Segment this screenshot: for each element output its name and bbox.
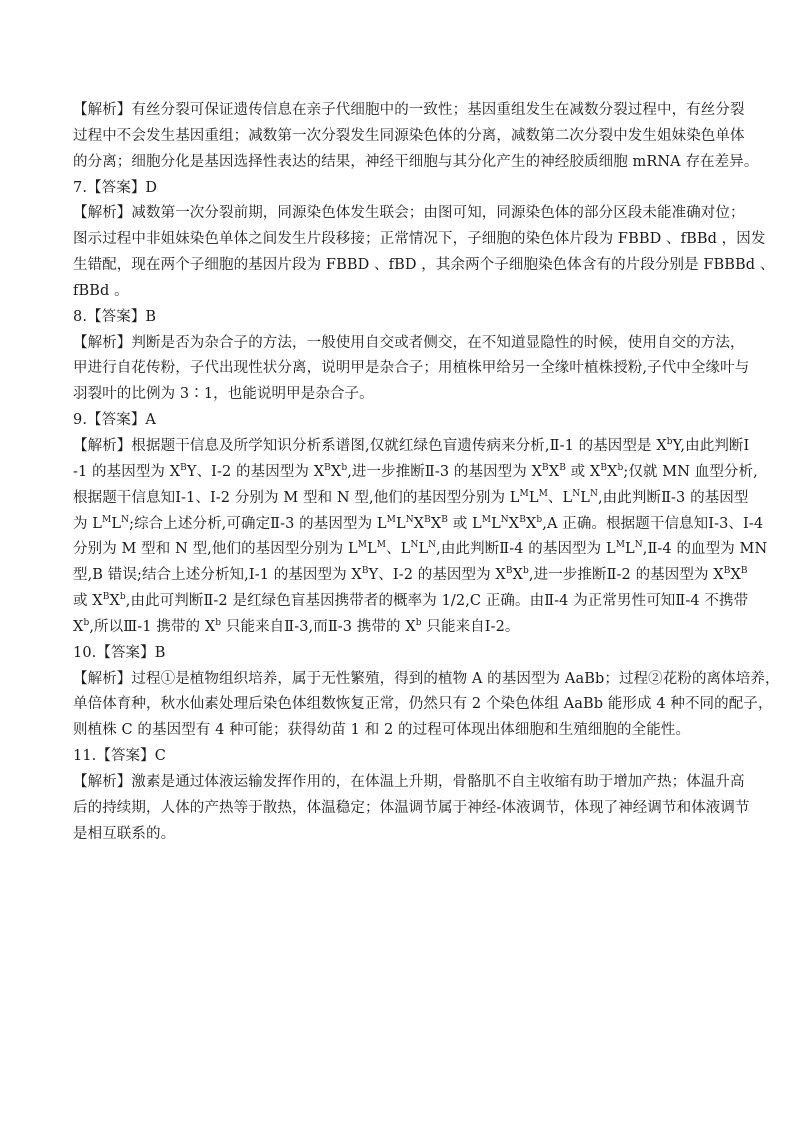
- superscript-text: B: [723, 566, 731, 577]
- text-segment: X: [525, 515, 537, 532]
- superscript-text: B: [424, 514, 431, 525]
- text-segment: L: [528, 489, 539, 506]
- superscript-text: b: [523, 566, 529, 577]
- text-segment: L: [580, 489, 590, 506]
- text-segment: 生错配，现在两个子细胞的基因片段为 FBBD 、fBD ，其余两个子细胞染色体含有的片段分别是 FBBBd 、: [73, 257, 775, 274]
- explanation-line: [73, 589, 749, 615]
- text-segment: 、L: [386, 541, 411, 558]
- text-segment: 只能来自Ⅱ-3,而Ⅱ-3 携带的 X: [221, 618, 416, 635]
- superscript-text: N: [405, 514, 414, 525]
- answer-heading: [73, 176, 721, 202]
- explanation-line: [73, 822, 721, 848]
- explanation-line: [73, 331, 745, 357]
- text-segment: 【解析】过程①是植物组织培养，属于无性繁殖，得到的植物 A 的基因型为 AaBb；过程②花粉的离体培养，: [73, 670, 780, 687]
- superscript-text: M: [519, 488, 529, 499]
- explanation-line: [73, 201, 745, 227]
- text-segment: 羽裂叶的比例为 3∶1，也能说明甲是杂合子。: [73, 386, 374, 403]
- explanation-line: [73, 253, 775, 279]
- explanation-line: [73, 770, 745, 796]
- text-segment: 的分离；细胞分化是基因选择性表达的结果，神经干细胞与其分化产生的神经胶质细胞 mRNA 存在差异。: [73, 153, 759, 170]
- text-segment: 或 X: [565, 463, 601, 480]
- superscript-text: M: [376, 540, 387, 551]
- superscript-text: N: [589, 488, 598, 499]
- superscript-text: b: [215, 617, 222, 628]
- text-segment: Y、Ⅰ-2 的基因型为 X: [368, 567, 506, 584]
- text-segment: 8.【答案】B: [73, 308, 157, 325]
- text-segment: 型,B 错误;结合上述分析知,Ⅰ-1 的基因型为 X: [73, 567, 362, 584]
- explanation-line: [73, 512, 764, 538]
- superscript-text: b: [666, 436, 673, 447]
- text-segment: 根据题干信息知Ⅰ-1、Ⅰ-2 分别为 M 型和 N 型,他们的基因型分别为 L: [73, 489, 520, 506]
- superscript-text: B: [324, 462, 331, 473]
- text-segment: X: [548, 463, 560, 480]
- explanation-line: [73, 434, 750, 460]
- text-segment: 9.【答案】A: [73, 412, 157, 429]
- superscript-text: B: [441, 514, 448, 525]
- superscript-text: B: [505, 566, 513, 577]
- superscript-text: B: [542, 462, 549, 473]
- text-segment: 【解析】根据题干信息及所学知识分析系谱图,仅就红绿色盲遗传病来分析,Ⅱ-1 的基因型是 X: [73, 437, 667, 454]
- text-segment: ,由此判断Ⅱ-3 的基因型: [597, 489, 749, 506]
- answer-heading: [73, 641, 721, 667]
- text-segment: X: [330, 463, 342, 480]
- text-segment: ,由此可判断Ⅱ-2 是红绿色盲基因携带者的概率为 1/2,C 正确。由Ⅱ-4 为正常男性可知Ⅱ-4 不携带: [125, 593, 749, 610]
- superscript-text: M: [386, 514, 396, 525]
- explanation-line: [73, 150, 759, 176]
- text-segment: 、L: [547, 489, 573, 506]
- text-segment: 单倍体育种，秋水仙素处理后染色体组数恢复正常，仍然只有 2 个染色体组 AaBb 能形成 4 种不同的配子，: [73, 696, 773, 713]
- explanation-line: [73, 124, 745, 150]
- text-segment: Y,由此判断Ⅰ: [672, 437, 750, 454]
- text-segment: 为 L: [73, 515, 103, 532]
- text-segment: L: [625, 541, 635, 558]
- text-segment: ,由此判断Ⅱ-4 的基因型为 L: [436, 541, 616, 558]
- text-segment: 7.【答案】D: [73, 179, 158, 196]
- text-segment: X: [430, 515, 442, 532]
- superscript-text: B: [102, 592, 110, 603]
- text-segment: ,所以Ⅲ-1 携带的 X: [89, 618, 216, 635]
- superscript-text: M: [538, 488, 548, 499]
- text-segment: 是相互联系的。: [73, 825, 176, 842]
- superscript-text: N: [572, 488, 581, 499]
- text-segment: X: [730, 567, 741, 584]
- superscript-text: N: [428, 540, 437, 551]
- text-segment: ;仅就 MN 血型分析,: [623, 463, 758, 480]
- text-segment: L: [111, 515, 122, 532]
- text-segment: L: [418, 541, 429, 558]
- text-segment: 分别为 M 型和 N 型,他们的基因型分别为 L: [73, 541, 358, 558]
- text-segment: X: [73, 618, 84, 635]
- text-segment: 图示过程中非姐妹染色单体之间发生片段移接；正常情况下，子细胞的染色体片段为 FBBD 、fBBd ，因发: [73, 231, 766, 248]
- answer-heading: [73, 305, 721, 331]
- text-segment: 【解析】有丝分裂可保证遗传信息在亲子代细胞中的一致性；基因重组发生在减数分裂过程中，有丝分裂: [73, 102, 745, 118]
- text-segment: 或 X: [73, 593, 103, 610]
- text-segment: 【解析】判断是否为杂合子的方法，一般使用自交或者侧交，在不知道显隐性的时候，使用自交的方法，: [73, 334, 745, 351]
- explanation-line: [73, 615, 721, 641]
- answer-heading: [73, 408, 721, 434]
- text-segment: X: [109, 593, 120, 610]
- superscript-text: M: [102, 514, 112, 525]
- explanation-line: [73, 486, 749, 512]
- text-segment: X: [607, 463, 618, 480]
- superscript-text: M: [357, 540, 368, 551]
- answer-explanation-document: [73, 98, 780, 847]
- text-segment: X: [508, 515, 520, 532]
- superscript-text: N: [410, 540, 419, 551]
- text-segment: -1 的基因型为 X: [73, 463, 181, 480]
- superscript-text: b: [617, 462, 624, 473]
- text-segment: ,Ⅱ-4 的血型为 MN: [642, 541, 768, 558]
- explanation-line: [73, 718, 721, 744]
- explanation-line: [73, 667, 780, 693]
- superscript-text: N: [121, 514, 130, 525]
- text-segment: ,A 正确。根据题干信息知Ⅰ-3、Ⅰ-4: [542, 515, 764, 532]
- text-segment: ,进一步推断Ⅱ-3 的基因型为 X: [347, 463, 543, 480]
- text-segment: L: [395, 515, 406, 532]
- superscript-text: B: [559, 462, 566, 473]
- explanation-line: [73, 796, 750, 822]
- superscript-text: b: [83, 617, 90, 628]
- explanation-line: [73, 279, 721, 305]
- answer-heading: [73, 744, 721, 770]
- superscript-text: N: [634, 540, 643, 551]
- superscript-text: b: [536, 514, 543, 525]
- text-segment: X: [413, 515, 425, 532]
- superscript-text: b: [415, 617, 422, 628]
- superscript-text: B: [600, 462, 608, 473]
- explanation-line: [73, 692, 773, 718]
- superscript-text: B: [740, 566, 748, 577]
- explanation-line: [73, 356, 750, 382]
- text-segment: X: [512, 567, 524, 584]
- text-segment: 则植株 C 的基因型有 4 种可能；获得幼苗 1 和 2 的过程可体现出体细胞和生殖细胞的全能性。: [73, 722, 691, 739]
- explanation-line: [73, 98, 745, 124]
- text-segment: 【解析】减数第一次分裂前期，同源染色体发生联会；由图可知，同源染色体的部分区段未能准确对位；: [73, 205, 745, 222]
- text-segment: 【解析】激素是通过体液运输发挥作用的，在体温上升期，骨骼肌不自主收缩有助于增加产热；体温升高: [73, 773, 745, 790]
- explanation-line: [73, 537, 768, 563]
- text-segment: fBBd 。: [73, 282, 129, 299]
- text-segment: 10.【答案】B: [73, 644, 166, 661]
- superscript-text: M: [481, 514, 492, 525]
- superscript-text: B: [180, 462, 187, 473]
- text-segment: L: [367, 541, 377, 558]
- text-segment: 甲进行自花传粉，子代出现性状分离，说明甲是杂合子；用植株甲给另一全缘叶植株授粉,子代中全缘叶与: [73, 360, 750, 377]
- explanation-line: [73, 563, 748, 589]
- text-segment: ;综合上述分析,可确定Ⅱ-3 的基因型为 L: [129, 515, 387, 532]
- superscript-text: N: [500, 514, 509, 525]
- text-segment: 11.【答案】C: [73, 748, 166, 765]
- explanation-line: [73, 382, 721, 408]
- text-segment: Y、Ⅰ-2 的基因型为 X: [186, 463, 325, 480]
- superscript-text: b: [341, 462, 348, 473]
- text-segment: 过程中不会发生基因重组；减数第一次分裂发生同源染色体的分离，减数第二次分裂中发生姐妹染色单体: [73, 127, 745, 144]
- text-segment: ,进一步推断Ⅱ-2 的基因型为 X: [528, 567, 724, 584]
- explanation-line: [73, 460, 758, 486]
- superscript-text: B: [519, 514, 526, 525]
- superscript-text: M: [615, 540, 626, 551]
- text-segment: 或 L: [447, 515, 482, 532]
- explanation-line: [73, 227, 766, 253]
- text-segment: 后的持续期，人体的产热等于散热，体温稳定；体温调节属于神经-体液调节，体现了神经调节和体液调节: [73, 799, 750, 816]
- superscript-text: b: [119, 592, 126, 603]
- superscript-text: B: [361, 566, 369, 577]
- text-segment: L: [491, 515, 501, 532]
- text-segment: 只能来自Ⅰ-2。: [421, 618, 520, 635]
